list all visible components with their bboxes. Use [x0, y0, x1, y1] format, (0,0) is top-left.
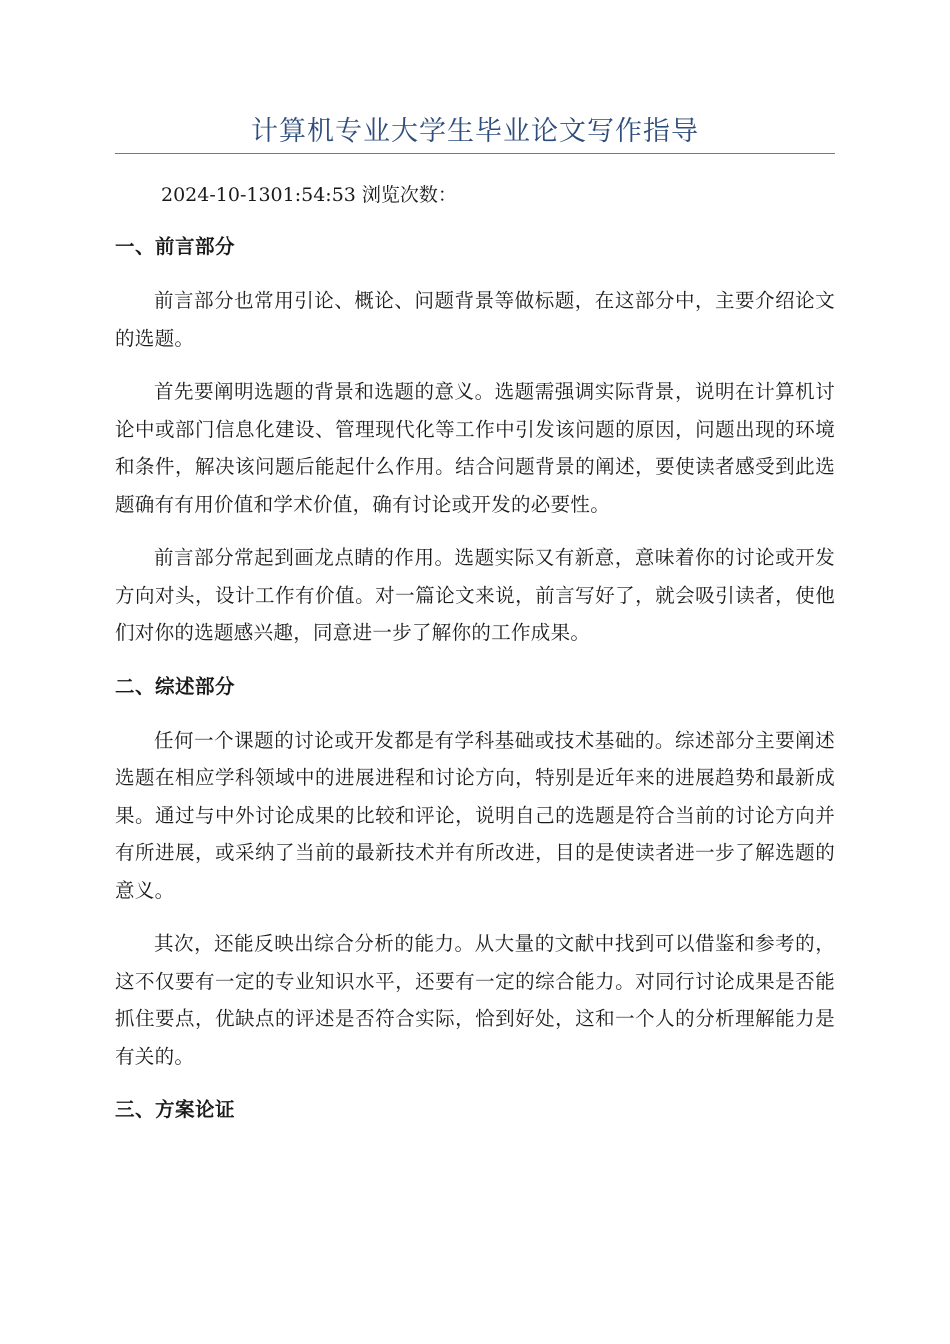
- document-meta: 2024-10-1301:54:53 浏览次数：: [161, 184, 457, 206]
- section-heading: 二、综述部分: [115, 674, 236, 698]
- paragraph: 其次，还能反映出综合分析的能力。从大量的文献中找到可以借鉴和参考的，这不仅要有一定的专业知识水平，还要有一定的综合能力。对同行讨论成果是否能抓住要点，优缺点的评述是否符合实际，恰到好处，这和一个人的分析理解能力是有关的。: [115, 932, 835, 1068]
- paragraph: 前言部分也常用引论、概论、问题背景等做标题，在这部分中，主要介绍论文的选题。: [115, 289, 835, 350]
- section-scheme: [115, 1091, 835, 1129]
- document-body: [115, 228, 835, 1145]
- paragraph: 首先要阐明选题的背景和选题的意义。选题需强调实际背景，说明在计算机讨论中或部门信息化建设、管理现代化等工作中引发该问题的原因，问题出现的环境和条件，解决该问题后能起什么作用。结合问题背景的阐述，要使读者感受到此选题确有有用价值和学术价值，确有讨论或开发的必要性。: [115, 380, 835, 516]
- section-review: [115, 668, 835, 1076]
- paragraph: 任何一个课题的讨论或开发都是有学科基础或技术基础的。综述部分主要阐述选题在相应学科领域中的进展进程和讨论方向，特别是近年来的进展趋势和最新成果。通过与中外讨论成果的比较和评论，说明自己的选题是符合当前的讨论方向并有所进展，或采纳了当前的最新技术并有所改进，目的是使读者进一步了解选题的意义。: [115, 728, 835, 902]
- title-underline: [115, 153, 835, 154]
- section-preface: [115, 228, 835, 652]
- paragraph: 前言部分常起到画龙点睛的作用。选题实际又有新意，意味着你的讨论或开发方向对头，设计工作有价值。对一篇论文来说，前言写好了，就会吸引读者，使他们对你的选题感兴趣，同意进一步了解你的工作成果。: [115, 546, 835, 644]
- section-heading: 三、方案论证: [115, 1098, 236, 1121]
- document-title: 计算机专业大学生毕业论文写作指导: [251, 116, 699, 147]
- section-heading: 一、前言部分: [115, 235, 236, 258]
